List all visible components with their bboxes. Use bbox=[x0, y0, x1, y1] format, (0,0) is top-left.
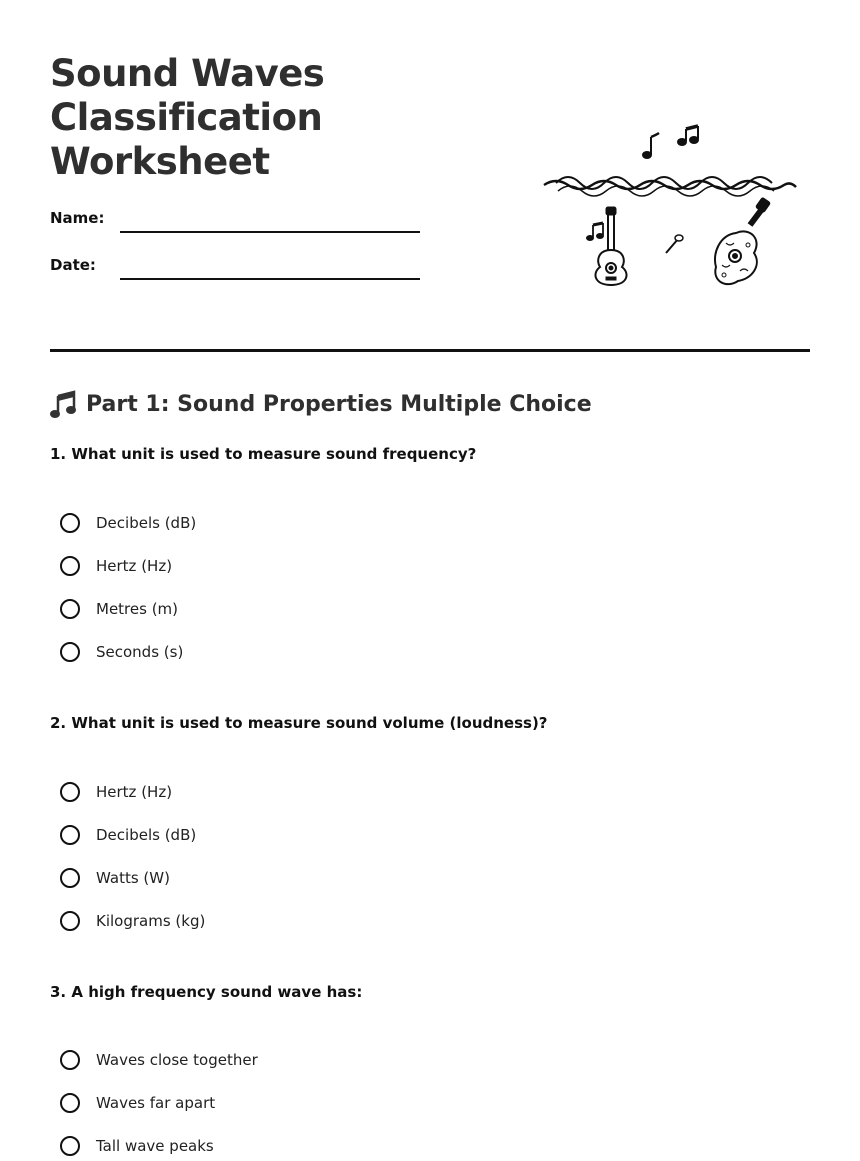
radio-button[interactable] bbox=[60, 513, 80, 533]
answer-option[interactable] bbox=[60, 1048, 258, 1072]
guitar-icon bbox=[595, 207, 626, 285]
music-instruments-illustration bbox=[540, 115, 802, 290]
title-line: Classification bbox=[50, 96, 323, 139]
name-field[interactable] bbox=[120, 231, 420, 233]
answer-option[interactable] bbox=[60, 640, 183, 664]
question-1: 1. What unit is used to measure sound frequency? bbox=[50, 445, 477, 463]
answer-option[interactable] bbox=[60, 1134, 214, 1158]
date-label: Date: bbox=[50, 256, 96, 274]
answer-option[interactable] bbox=[60, 780, 172, 804]
answer-option[interactable] bbox=[60, 909, 205, 933]
option-label: Hertz (Hz) bbox=[96, 557, 173, 575]
radio-button[interactable] bbox=[60, 642, 80, 662]
radio-button[interactable] bbox=[60, 556, 80, 576]
radio-button[interactable] bbox=[60, 1136, 80, 1156]
title-line: Sound Waves bbox=[50, 52, 325, 95]
answer-option[interactable] bbox=[60, 823, 196, 847]
radio-button[interactable] bbox=[60, 782, 80, 802]
option-label: Decibels (dB) bbox=[96, 514, 197, 532]
option-label: Watts (W) bbox=[96, 869, 170, 887]
small-notes-icon bbox=[586, 223, 604, 241]
answer-option[interactable] bbox=[60, 511, 196, 535]
answer-option[interactable] bbox=[60, 866, 170, 890]
option-label: Hertz (Hz) bbox=[96, 783, 173, 801]
sound-wave-graphic bbox=[544, 177, 796, 196]
music-note-icon bbox=[50, 388, 78, 420]
section-title: Part 1: Sound Properties Multiple Choice bbox=[86, 391, 592, 417]
radio-button[interactable] bbox=[60, 1093, 80, 1113]
ukulele-icon bbox=[715, 197, 771, 284]
radio-button[interactable] bbox=[60, 868, 80, 888]
section-divider bbox=[50, 349, 810, 352]
title-line: Worksheet bbox=[50, 140, 270, 183]
radio-button[interactable] bbox=[60, 1050, 80, 1070]
option-label: Metres (m) bbox=[96, 600, 179, 618]
radio-button[interactable] bbox=[60, 599, 80, 619]
option-label: Waves close together bbox=[96, 1051, 258, 1069]
answer-option[interactable] bbox=[60, 597, 178, 621]
name-label: Name: bbox=[50, 209, 105, 227]
question-2: 2. What unit is used to measure sound volume (loudness)? bbox=[50, 714, 548, 732]
worksheet-title bbox=[50, 52, 470, 184]
date-field[interactable] bbox=[120, 278, 420, 280]
question-3: 3. A high frequency sound wave has: bbox=[50, 983, 363, 1001]
option-label: Kilograms (kg) bbox=[96, 912, 206, 930]
radio-button[interactable] bbox=[60, 911, 80, 931]
pick-icon bbox=[666, 235, 683, 253]
option-label: Waves far apart bbox=[96, 1094, 216, 1112]
answer-option[interactable] bbox=[60, 554, 172, 578]
option-label: Tall wave peaks bbox=[96, 1137, 214, 1155]
beamed-notes-icon bbox=[677, 126, 699, 146]
section-header bbox=[50, 386, 592, 422]
option-label: Decibels (dB) bbox=[96, 826, 197, 844]
radio-button[interactable] bbox=[60, 825, 80, 845]
music-note-icon bbox=[642, 133, 659, 159]
answer-option[interactable] bbox=[60, 1091, 215, 1115]
option-label: Seconds (s) bbox=[96, 643, 184, 661]
